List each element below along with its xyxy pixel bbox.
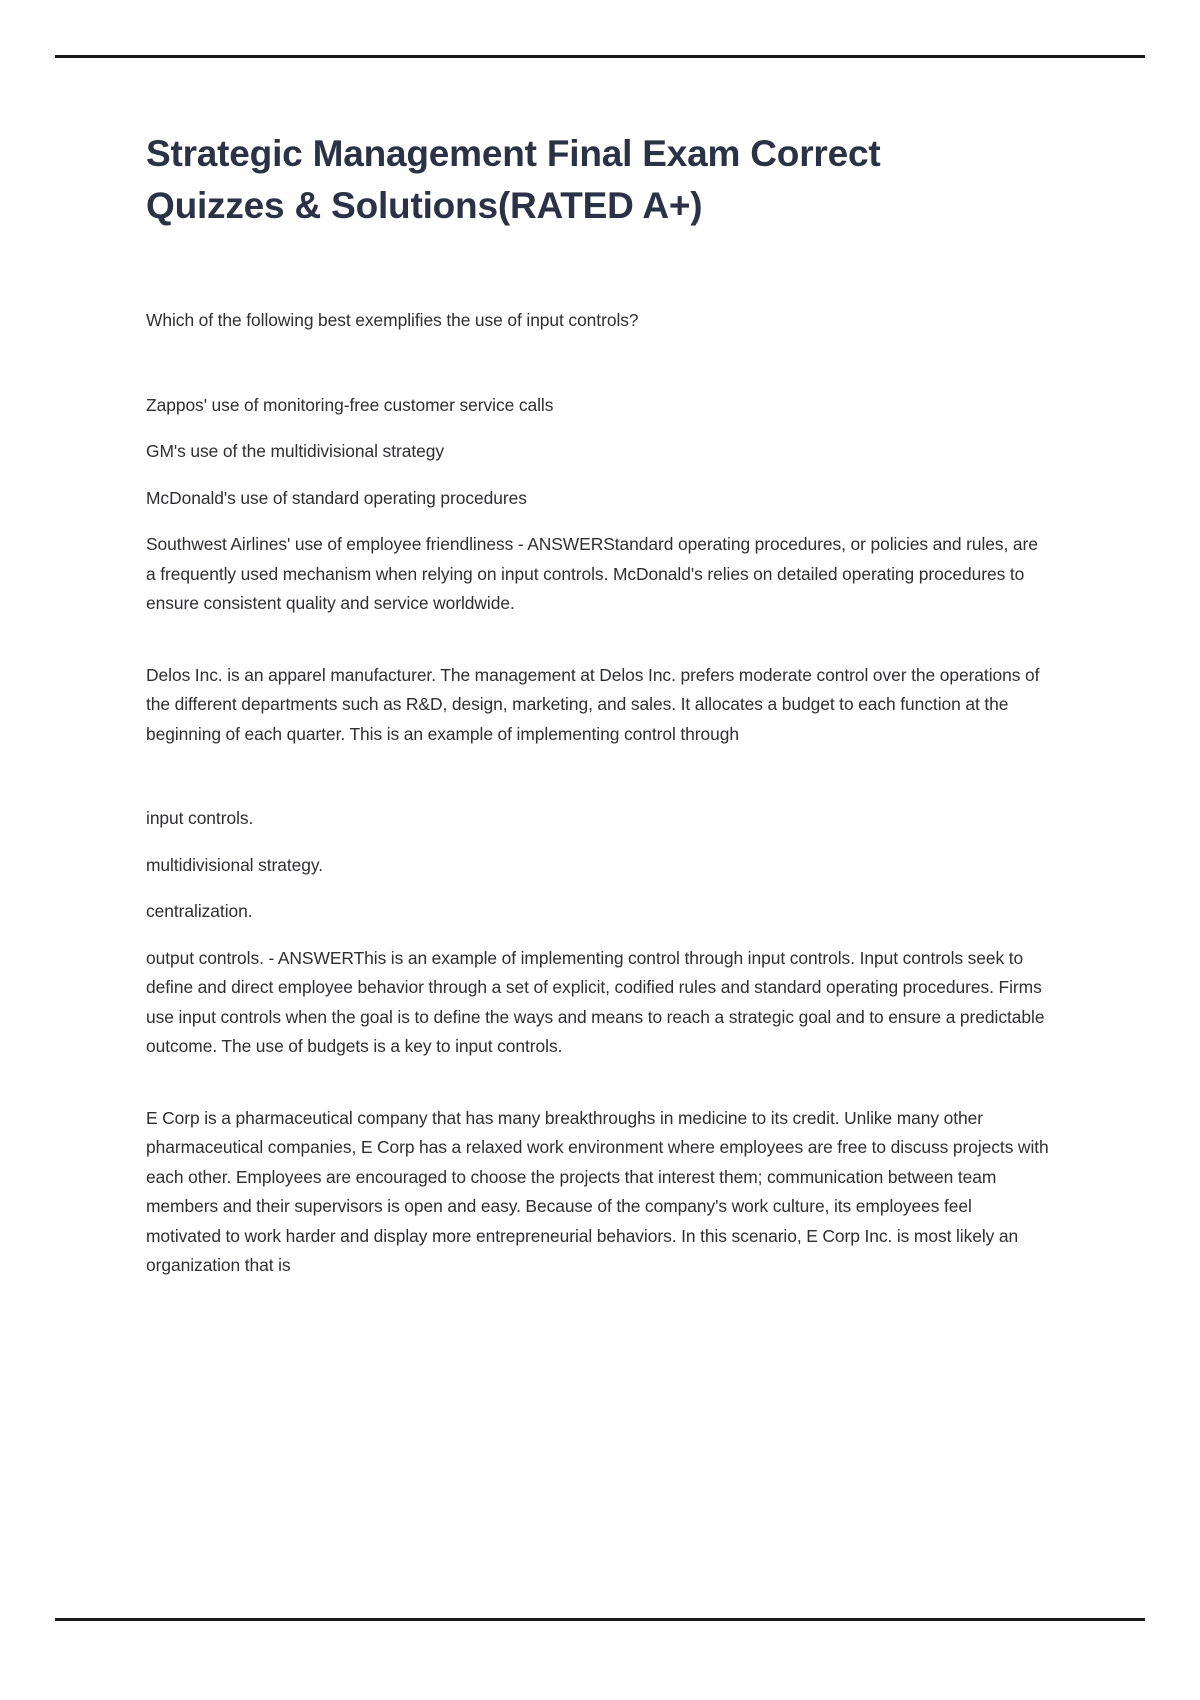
question-block-2 (146, 661, 1051, 1062)
question-prompt: Which of the following best exemplifies the use of input controls? (146, 310, 639, 330)
question-list (146, 306, 1051, 1281)
question-answer: Southwest Airlines' use of employee friendliness - ANSWERStandard operating procedures, or policies and rules, are a frequently used mechanism when relying on input controls. McDonald's relies on detailed operating procedures to ensure consistent quality and service worldwide. (146, 534, 1038, 613)
spacer (146, 749, 1051, 804)
question-option: input controls. (146, 808, 254, 828)
question-option: Zappos' use of monitoring-free customer service calls (146, 394, 554, 415)
question-prompt: Delos Inc. is an apparel manufacturer. The management at Delos Inc. prefers moderate control over the operations of the different departments such as R&D, design, marketing, and sales. It allocates a budget to each function at the beginning of each quarter. This is an example of implementing control through (146, 664, 1040, 744)
top-divider (55, 55, 1145, 58)
question-option: multidivisional strategy. (146, 854, 324, 875)
question-block-3 (146, 1104, 1051, 1281)
question-prompt: E Corp is a pharmaceutical company that has many breakthroughs in medicine to its credit. Unlike many other pharmaceutical companies, E Corp has a relaxed work environment where employees are free to discuss projects with each other. Employees are encouraged to choose the projects that interest them; communication between team members and their supervisors is open and easy. Because of the company's work culture, its employees feel motivated to work harder and display more entrepreneurial behaviors. In this scenario, E Corp Inc. is most likely an organization that is (146, 1107, 1049, 1275)
question-option: GM's use of the multidivisional strategy (146, 441, 445, 461)
question-answer: output controls. - ANSWERThis is an example of implementing control through input controls. Input controls seek to define and direct employee behavior through a set of explicit, codified rules and standard operating procedures. Firms use input controls when the goal is to define the ways and means to reach a strategic goal and to ensure a predictable outcome. The use of budgets is a key to input controls. (146, 947, 1045, 1056)
bottom-divider (55, 1618, 1145, 1621)
spacer (146, 1062, 1051, 1104)
document-content (146, 128, 1051, 1281)
spacer (146, 336, 1051, 391)
spacer (146, 619, 1051, 661)
question-option: centralization. (146, 901, 253, 921)
question-option: McDonald's use of standard operating procedures (146, 487, 527, 508)
question-block-1 (146, 306, 1051, 619)
page-title: Strategic Management Final Exam Correct Quizzes & Solutions(RATED A+) (146, 133, 881, 226)
